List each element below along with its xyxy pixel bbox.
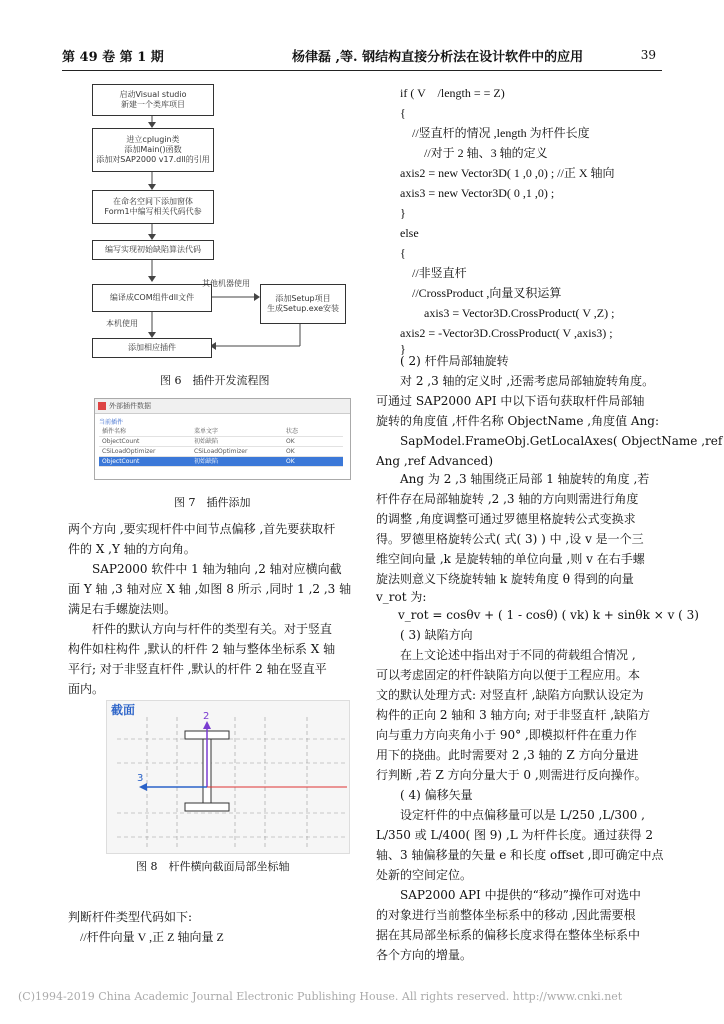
text-line: 处新的空间定位。 bbox=[376, 868, 473, 882]
section-heading: ( 2) 杆件局部轴旋转 bbox=[400, 354, 509, 368]
text-line: 面内。 bbox=[68, 682, 105, 696]
text-line: 平行; 对于非竖直杆件 ,默认的杆件 2 轴在竖直平 bbox=[68, 662, 327, 676]
code-line: //竖直杆的情况 ,length 为杆件长度 bbox=[400, 126, 590, 140]
code-line: } bbox=[400, 206, 406, 220]
text-line: 用下的挠曲。此时需要对 2 ,3 轴的 Z 方向分量进 bbox=[376, 748, 639, 762]
table-row-selected[interactable] bbox=[99, 457, 343, 467]
text-line: 杆件的默认方向与杆件的类型有关。对于竖直 bbox=[68, 622, 333, 636]
text-line: 的调整 ,角度调整可通过罗德里格旋转公式变换求 bbox=[376, 512, 636, 526]
plugin-table bbox=[99, 427, 343, 467]
text-line: 构件如柱构件 ,默认的杆件 2 轴与整体坐标系 X 轴 bbox=[68, 642, 336, 656]
app-icon bbox=[98, 402, 106, 410]
figure-8-section bbox=[106, 700, 350, 854]
code-line: else bbox=[400, 226, 419, 240]
text-line: Ang ,ref Advanced) bbox=[376, 454, 493, 468]
flow-box-7 bbox=[92, 338, 212, 358]
code-line: { bbox=[400, 106, 406, 120]
table-cell: CSiLoadOptimizer bbox=[102, 448, 156, 455]
axis-2-label: 2 bbox=[203, 711, 210, 722]
text-line: 文的默认处理方式: 对竖直杆 ,缺陷方向默认设定为 bbox=[376, 688, 644, 702]
flow-box-4-text: 编写实现初始缺陷算法代码 bbox=[105, 245, 201, 254]
section-heading: ( 3) 缺陷方向 bbox=[400, 628, 473, 642]
code-line: axis2 = new Vector3D( 1 ,0 ,0) ; //正 X 轴向 bbox=[400, 166, 615, 180]
text-line: 构件的正向 2 轴和 3 轴方向; 对于非竖直杆 ,缺陷方 bbox=[376, 708, 651, 722]
code-line: //杆件向量 V ,正 Z 轴向量 Z bbox=[68, 930, 224, 944]
table-cell: OK bbox=[286, 458, 295, 465]
flow-box-1 bbox=[92, 84, 214, 116]
column-header: 插件名称 bbox=[102, 428, 127, 435]
table-cell: 初始缺陷 bbox=[194, 458, 219, 465]
column-header: 状态 bbox=[286, 428, 299, 435]
plugin-dialog bbox=[94, 398, 351, 480]
plugin-table-header bbox=[99, 427, 343, 437]
flow-box-3 bbox=[92, 190, 214, 224]
text-line: 对 2 ,3 轴的定义时 ,还需考虑局部轴旋转角度。 bbox=[376, 374, 655, 388]
figure-8-caption: 图 8 杆件横向截面局部坐标轴 bbox=[136, 860, 290, 873]
flow-box-2-text: 进立cplugin类 添加Main()函数 添加对SAP2000 v17.dll的引用 bbox=[96, 135, 210, 164]
flow-box-5-text: 编译成COM组件dll文件 bbox=[109, 293, 195, 302]
text-line: 在上文论述中指出对于不同的荷载组合情况 , bbox=[376, 648, 636, 662]
flow-label-other: 其他机器使用 bbox=[202, 279, 250, 288]
text-line: 轴、3 轴偏移量的矢量 e 和长度 offset ,即可确定中点 bbox=[376, 848, 664, 862]
table-cell: CSiLoadOptimizer bbox=[194, 448, 248, 455]
flow-box-5 bbox=[92, 284, 212, 312]
text-line: Ang 为 2 ,3 轴围绕正局部 1 轴旋转的角度 ,若 bbox=[376, 472, 650, 486]
plugin-dialog-titlebar bbox=[95, 399, 350, 414]
column-header: 菜单文字 bbox=[194, 428, 219, 435]
text-line: 维空间向量 ,k 是旋转轴的单位向量 ,则 v 在右手螺 bbox=[376, 552, 645, 566]
plugin-section-label: 当前插件 bbox=[99, 419, 124, 426]
formula-3: v_rot = cosθv + ( 1 - cosθ) ( vk) k + sinθk × v ( 3) bbox=[398, 608, 699, 622]
flow-box-2 bbox=[92, 128, 214, 172]
text-line: 面 Y 轴 ,3 轴对应 X 轴 ,如图 8 所示 ,同时 1 ,2 ,3 轴 bbox=[68, 582, 352, 596]
code-line: axis3 = Vector3D.CrossProduct( V ,Z) ; bbox=[400, 306, 615, 320]
text-line: 可通过 SAP2000 API 中以下语句获取杆件局部轴 bbox=[376, 394, 645, 408]
text-line: 的对象进行当前整体坐标系中的移动 ,因此需要根 bbox=[376, 908, 636, 922]
flow-label-local: 本机使用 bbox=[106, 319, 138, 328]
text-line: 杆件存在局部轴旋转 ,2 ,3 轴的方向则需进行角度 bbox=[376, 492, 639, 506]
plugin-dialog-title: 外部插件数据 bbox=[109, 402, 151, 410]
text-line: 旋法则意义下绕旋转轴 k 旋转角度 θ 得到的向量 bbox=[376, 572, 634, 586]
text-line: 行判断 ,若 Z 方向分量大于 0 ,则需进行反向操作。 bbox=[376, 768, 647, 782]
text-line: v_rot 为: bbox=[376, 590, 427, 604]
text-line: SAP2000 API 中提供的“移动”操作可对选中 bbox=[376, 888, 641, 902]
journal-issue: 第 49 卷 第 1 期 bbox=[62, 50, 164, 65]
code-line: { bbox=[400, 246, 406, 260]
text-line: 件的 X ,Y 轴的方向角。 bbox=[68, 542, 196, 556]
text-line: 设定杆件的中点偏移量可以是 L/250 ,L/300 , bbox=[376, 808, 645, 822]
axis-3-label: 3 bbox=[137, 773, 144, 784]
text-line: 据在其局部坐标系的偏移长度求得在整体坐标系中 bbox=[376, 928, 641, 942]
code-line: axis2 = -Vector3D.CrossProduct( V ,axis3) ; bbox=[400, 326, 613, 340]
section-heading: ( 4) 偏移矢量 bbox=[400, 788, 473, 802]
text-line: 得。罗德里格旋转公式( 式( 3) ) 中 ,设 v 是一个三 bbox=[376, 532, 644, 546]
text-line: 可以考虑固定的杆件缺陷方向以便于工程应用。本 bbox=[376, 668, 641, 682]
text-line: SapModel.FrameObj.GetLocalAxes( ObjectName ,ref bbox=[376, 434, 723, 448]
code-line: //CrossProduct ,向量叉积运算 bbox=[400, 286, 562, 300]
table-cell: OK bbox=[286, 448, 295, 455]
code-line: //非竖直杆 bbox=[400, 266, 467, 280]
text-line: L/350 或 L/400( 图 9) ,L 为杆件长度。通过获得 2 bbox=[376, 828, 653, 842]
code-line: if ( V /length = = Z) bbox=[400, 86, 505, 100]
page-number: 39 bbox=[640, 48, 656, 62]
flow-box-7-text: 添加相应插件 bbox=[128, 343, 176, 352]
flow-box-6 bbox=[260, 284, 346, 324]
code-line: } bbox=[400, 342, 406, 356]
table-row[interactable] bbox=[99, 447, 343, 457]
running-title: 杨律磊 ,等. 钢结构直接分析法在设计软件中的应用 bbox=[292, 50, 584, 65]
text-line: 两个方向 ,要实现杆件中间节点偏移 ,首先要获取杆 bbox=[68, 522, 336, 536]
section-title: 截面 bbox=[111, 703, 136, 717]
table-row[interactable] bbox=[99, 437, 343, 447]
flow-box-3-text: 在命名空间下添加窗体 Form1中编写相关代码代参 bbox=[104, 197, 202, 216]
flow-box-4 bbox=[92, 240, 214, 260]
flow-box-1-text: 启动Visual studio 新建一个类库项目 bbox=[119, 90, 187, 109]
text-line: 旋转的角度值 ,杆件名称 ObjectName ,角度值 Ang: bbox=[376, 414, 660, 428]
table-cell: ObjectCount bbox=[102, 458, 140, 465]
text-line: 向与重力方向夹角小于 90° ,即模拟杆件在重力作 bbox=[376, 728, 637, 742]
flow-box-6-text: 添加Setup项目 生成Setup.exe安装 bbox=[266, 294, 340, 313]
text-line: 判断杆件类型代码如下: bbox=[68, 910, 193, 924]
table-cell: ObjectCount bbox=[102, 438, 140, 445]
copyright-footer: (C)1994-2019 China Academic Journal Electronic Publishing House. All rights reserved. http://www.cnki.net bbox=[18, 990, 623, 1003]
code-line: axis3 = new Vector3D( 0 ,1 ,0) ; bbox=[400, 186, 555, 200]
text-line: 各个方向的增量。 bbox=[376, 948, 473, 962]
figure-6-caption: 图 6 插件开发流程图 bbox=[160, 374, 270, 387]
figure-7-caption: 图 7 插件添加 bbox=[174, 496, 251, 509]
table-cell: OK bbox=[286, 438, 295, 445]
text-line: SAP2000 软件中 1 轴为轴向 ,2 轴对应横向截 bbox=[68, 562, 342, 576]
table-cell: 初始缺陷 bbox=[194, 438, 219, 445]
code-line: //对于 2 轴、3 轴的定义 bbox=[400, 146, 548, 160]
text-line: 满足右手螺旋法则。 bbox=[68, 602, 177, 616]
